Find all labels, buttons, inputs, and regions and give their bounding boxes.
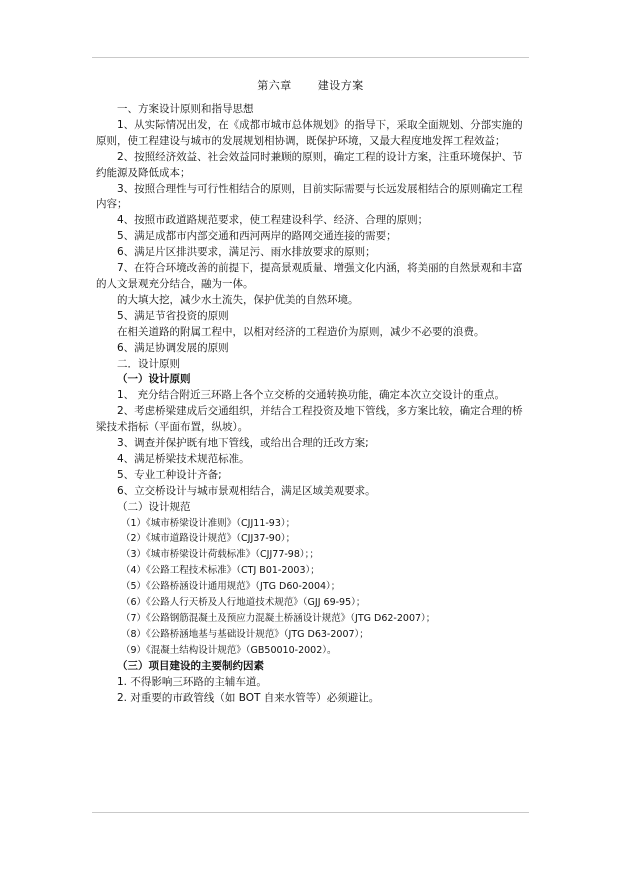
standard-item: （4）《公路工程技术标准》（CTJ B01-2003）； [121, 565, 320, 577]
paragraph: 5、满足成都市内部交通和西河两岸的路网交通连接的需要； [117, 230, 397, 243]
paragraph: 6、满足协调发展的原则 [117, 341, 229, 354]
paragraph: 二．设计原则 [117, 357, 180, 370]
paragraph: 4、按照市政道路规范要求，使工程建设科学、经济、合理的原则； [117, 214, 429, 227]
standard-item: （2）《城市道路设计规范》（CJJ37-90）； [121, 533, 296, 545]
paragraph: 7、在符合环境改善的前提下，提高景观质量、增强文化内涵，将美丽的自然景观和丰富的人文景观充分结合，融为一体。 [96, 262, 523, 290]
paragraph: （一）设计原则 [117, 373, 191, 386]
standard-item: （6）《公路人行天桥及人行地道技术规范》（GJJ 69-95）； [121, 597, 366, 609]
standard-item: （9）《混凝土结构设计规范》（GB50010-2002）。 [121, 644, 337, 656]
paragraph: （二）设计规范 [117, 500, 191, 513]
paragraph: 3、调查并保护既有地下管线，或给出合理的迁改方案; [117, 437, 369, 450]
paragraph: 1、从实际情况出发，在《成都市城市总体规划》的指导下，采取全面规划、分部实施的原则，使工程建设与城市的发展规划相协调，既保护环境，又最大程度地发挥工程效益； [96, 118, 523, 147]
paragraph: 6、立交桥设计与城市景观相结合，满足区域美观要求。 [117, 484, 376, 497]
paragraph: 一、方案设计原则和指导思想 [117, 103, 254, 115]
paragraph: 6、满足片区排洪要求，满足污、雨水排放要求的原则； [117, 246, 376, 259]
constraint-item: 2. 对重要的市政管线（如 BOT 自来水管等）必须避让。 [117, 691, 380, 704]
standards-list [96, 516, 526, 659]
paragraph: 5、满足节省投资的原则 [117, 309, 229, 322]
standard-item: （7）《公路钢筋混凝土及预应力混凝土桥涵设计规范》（JTG D62-2007）； [121, 613, 436, 624]
chapter-title [0, 77, 621, 93]
paragraph: 3、按照合理性与可行性相结合的原则，目前实际需要与长远发展相结合的原则确定工程内容； [96, 182, 523, 211]
chapter-number: 第六章 [257, 79, 292, 92]
paragraph: 1、 充分结合附近三环路上各个立交桥的交通转换功能，确定本次立交设计的重点。 [117, 389, 506, 402]
paragraph: 2、按照经济效益、社会效益同时兼顾的原则，确定工程的设计方案，注重环境保护、节约能源及降低成本； [96, 150, 523, 179]
chapter-name: 建设方案 [317, 79, 364, 92]
standard-item: （8）《公路桥涵地基与基础设计规范》（JTG D63-2007）； [121, 628, 369, 640]
standard-item: （3）《城市桥梁设计荷载标准》（CJJ77-98）；； [121, 549, 319, 561]
header-rule [92, 57, 529, 58]
paragraph: 4、满足桥梁技术规范标准。 [117, 452, 250, 465]
constraints-heading: （三）项目建设的主要制约因素 [117, 659, 264, 672]
constraints-list [96, 675, 526, 707]
constraint-item: 1. 不得影响三环路的主辅车道。 [117, 675, 267, 688]
paragraph: 5、专业工种设计齐备; [117, 468, 222, 481]
paragraphs [96, 102, 526, 516]
paragraph: 的大填大挖，减少水土流失，保护优美的自然环境。 [117, 293, 359, 306]
standard-item: （5）《公路桥涵设计通用规范》（JTG D60-2004）； [121, 581, 341, 593]
paragraph: 2、考虑桥梁建成后交通组织，并结合工程投资及地下管线，多方案比较，确定合理的桥梁技术指标（平面布置，纵坡）。 [96, 405, 523, 434]
standard-item: （1）《城市桥梁设计准则》（CJJ11-93）； [121, 517, 296, 529]
document-body [96, 102, 526, 706]
paragraph: 在相关道路的附属工程中，以相对经济的工程造价为原则，减少不必要的浪费。 [117, 325, 485, 338]
footer-rule [92, 812, 529, 813]
